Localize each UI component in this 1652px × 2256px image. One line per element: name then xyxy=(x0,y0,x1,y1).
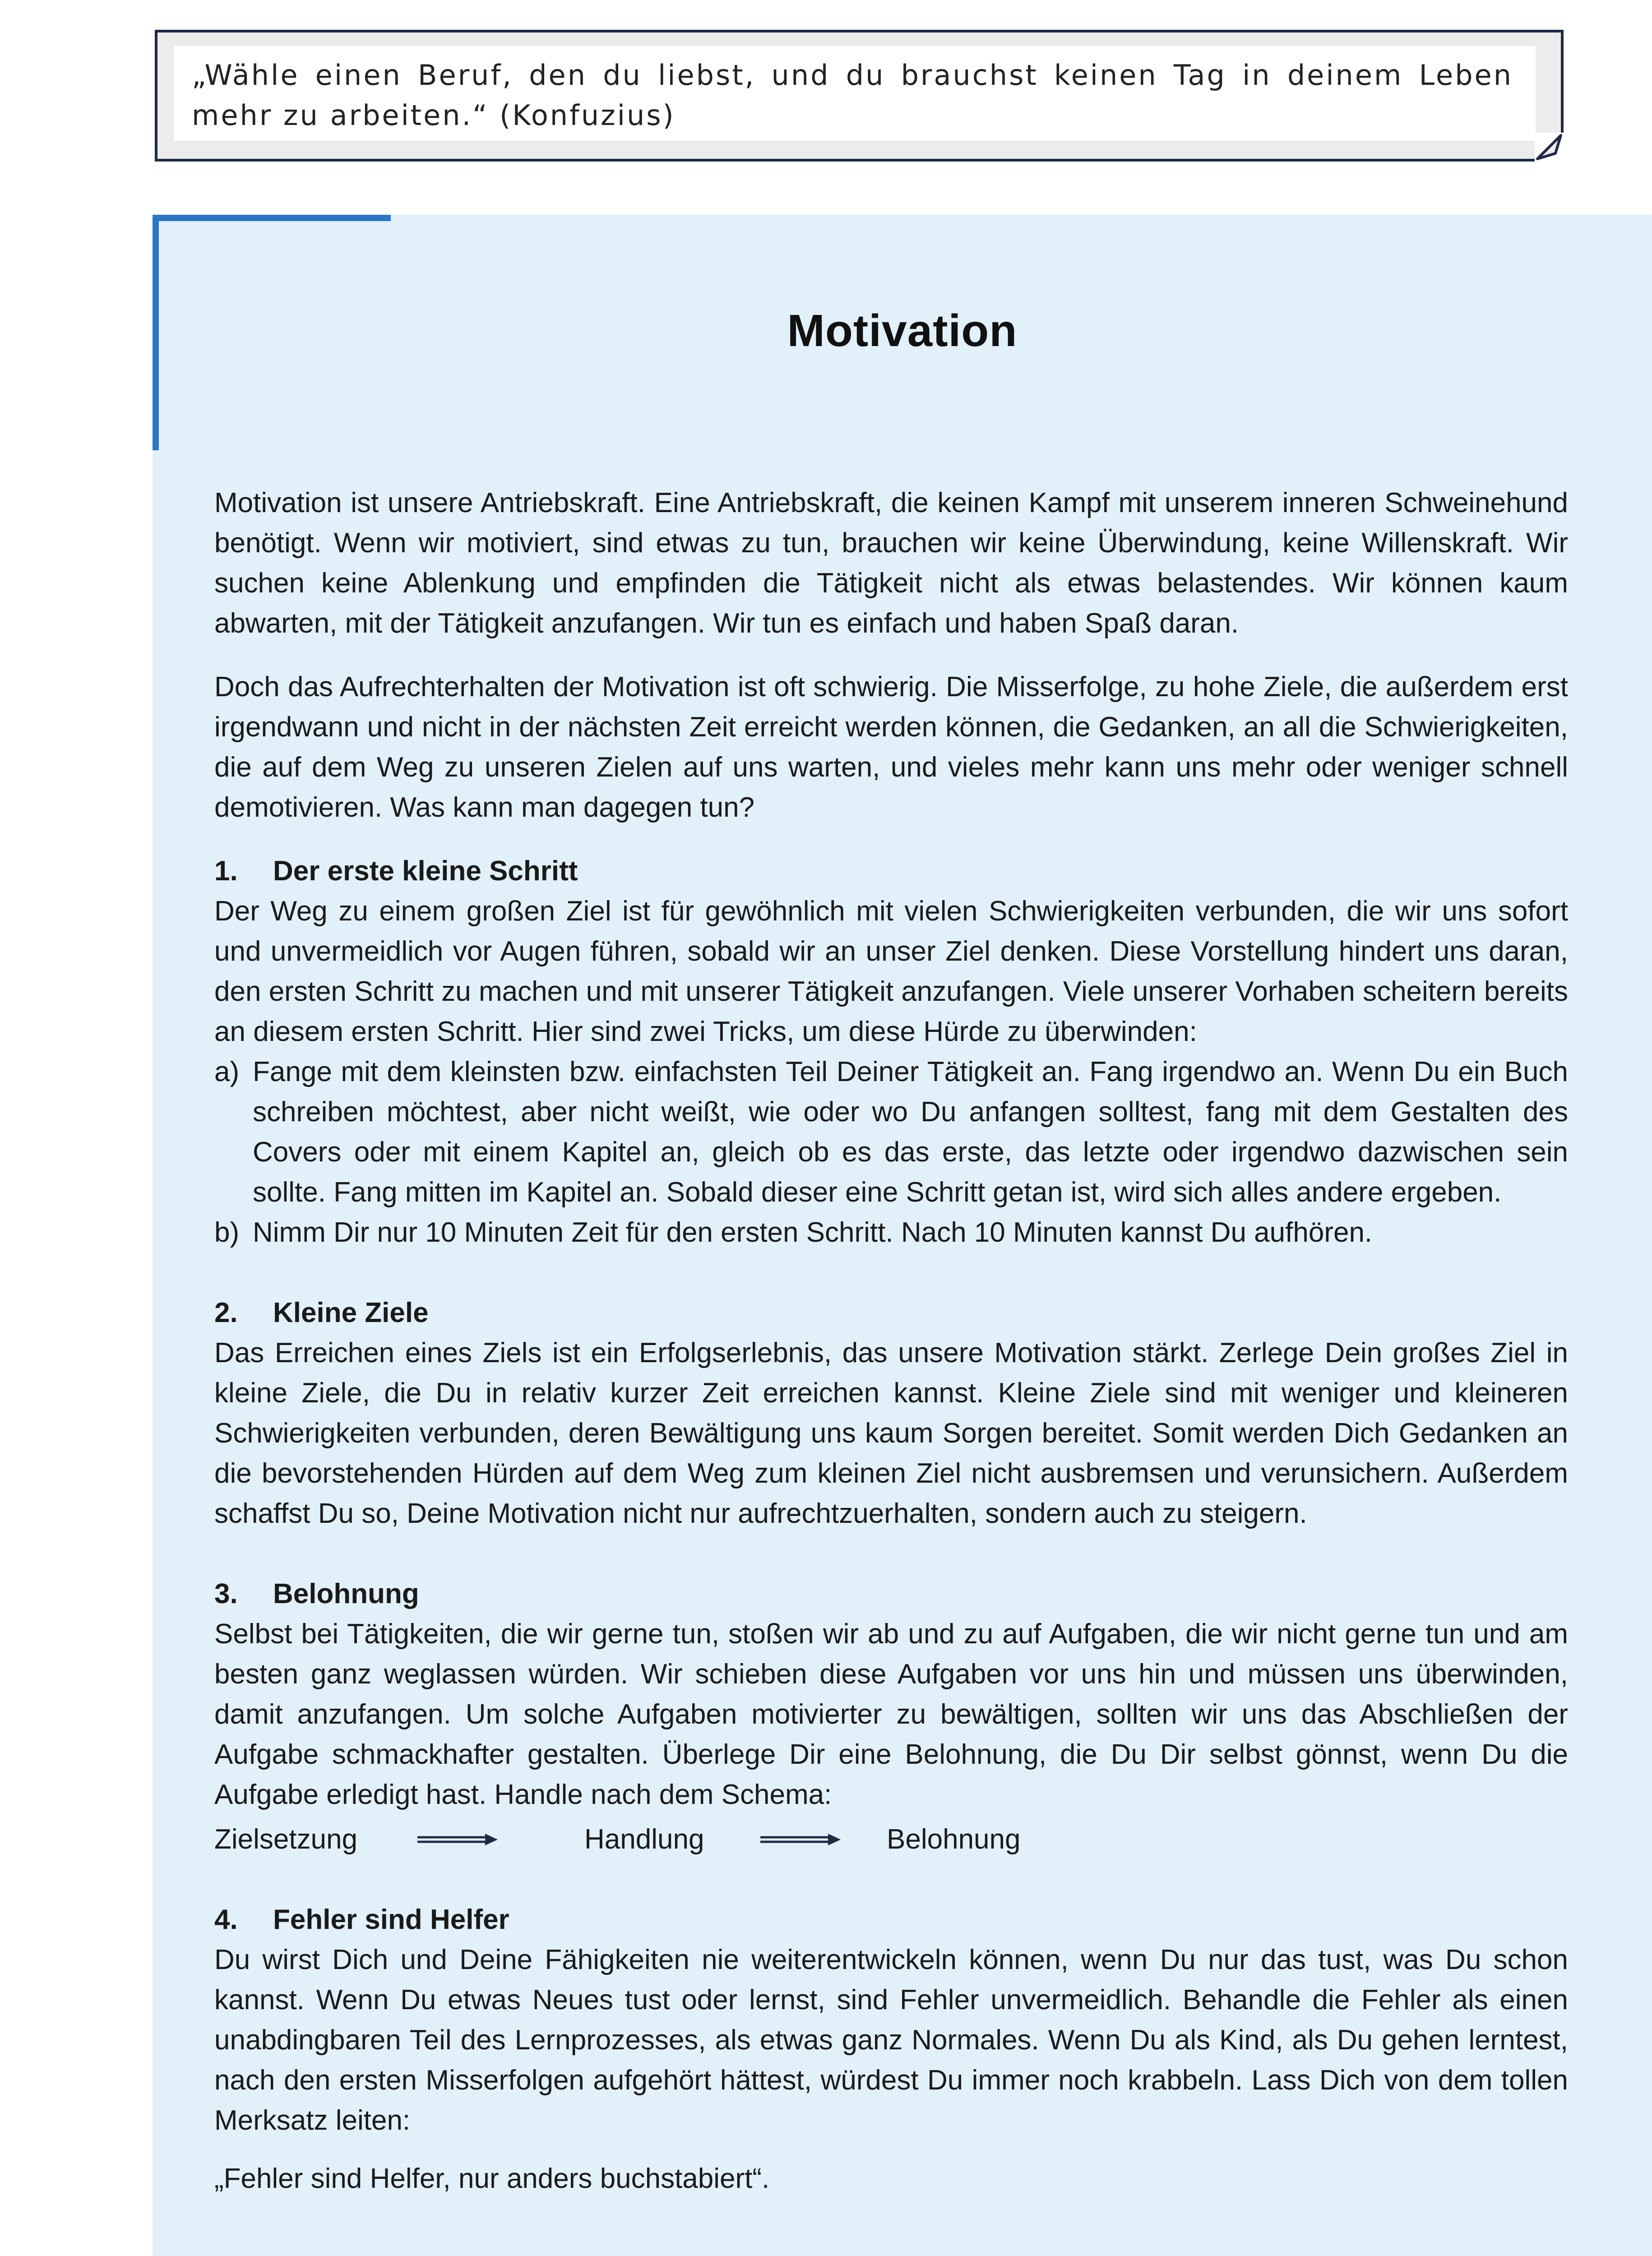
closing-motto: „Fehler sind Helfer, nur anders buchstabiert“. xyxy=(214,2163,770,2194)
panel-corner-accent-top xyxy=(153,215,391,221)
list-item-label: a) xyxy=(214,1056,240,1087)
section-heading xyxy=(214,1900,1568,1940)
section-1 xyxy=(214,851,1568,1253)
section-title: Belohnung xyxy=(273,1578,419,1609)
section-4 xyxy=(214,1900,1568,2199)
section-number: 2. xyxy=(214,1297,238,1328)
section-number: 3. xyxy=(214,1578,238,1609)
section-body: Selbst bei Tätigkeiten, die wir gerne tun, stoßen wir ab und zu auf Aufgaben, die wir nicht gerne tun und am besten ganz weglassen würden. Wir schieben diese Aufgaben vor uns hin und müssen uns überwinden, damit anzufangen. Um solche Aufgaben motivierter zu bewältigen, sollten wir uns das Abschließen der Aufgabe schmackhafter gestalten. Überlege Dir eine Belohnung, die Du Dir selbst gönnst, wenn Du die Aufgabe erledigt hast. Handle nach dem Schema: xyxy=(214,1618,1568,1810)
intro-paragraph-1: Motivation ist unsere Antriebskraft. Eine Antriebskraft, die keinen Kampf mit unserem inneren Schweinehund benötigt. Wenn wir motiviert, sind etwas zu tun, brauchen wir keine Überwindung, keine Willenskraft. Wir suchen keine Ablenkung und empfinden die Tätigkeit nicht als etwas belastendes. Wir können kaum abwarten, mit der Tätigkeit anzufangen. Wir tun es einfach und haben Spaß daran. xyxy=(214,487,1568,639)
section-number: 4. xyxy=(214,1904,238,1935)
page-fold-icon xyxy=(1535,133,1564,162)
list-item-label: b) xyxy=(214,1217,240,1248)
section-heading xyxy=(214,851,1568,891)
schema-step-action: Handlung xyxy=(584,1824,704,1855)
article-content xyxy=(214,483,1568,2199)
section-number: 1. xyxy=(214,855,238,887)
list-item xyxy=(214,1212,1568,1253)
list-item xyxy=(214,1052,1568,1212)
section-3 xyxy=(214,1574,1568,1859)
schema-flow xyxy=(214,1819,1568,1859)
section-2 xyxy=(214,1293,1568,1534)
list-item-text: Fange mit dem kleinsten bzw. einfachsten Teil Deiner Tätigkeit an. Fang irgendwo an. Wenn Du ein Buch schreiben möchtest, aber nicht weißt, wie oder wo Du anfangen solltest, fang mit dem Gestalten des Covers oder mit einem Kapitel an, gleich ob es das erste, das letzte oder irgendwo dazwischen sein sollte. Fang mitten im Kapitel an. Sobald dieser eine Schritt getan ist, wird sich alles andere ergeben. xyxy=(253,1056,1568,1208)
schema-step-goal: Zielsetzung xyxy=(214,1824,358,1855)
list-item-text: Nimm Dir nur 10 Minuten Zeit für den ersten Schritt. Nach 10 Minuten kannst Du aufhören. xyxy=(253,1217,1373,1248)
section-body: Das Erreichen eines Ziels ist ein Erfolgserlebnis, das unsere Motivation stärkt. Zerlege Dein großes Ziel in kleine Ziele, die Du in relativ kurzer Zeit erreichen kannst. Kleine Ziele sind mit weniger und kleineren Schwierigkeiten verbunden, deren Bewältigung uns kaum Sorgen bereitet. Somit werden Dich Gedanken an die bevorstehenden Hürden auf dem Weg zum kleinen Ziel nicht ausbremsen und verunsichern. Außerdem schaffst Du so, Deine Motivation nicht nur aufrechtzuerhalten, sondern auch zu steigern. xyxy=(214,1337,1568,1529)
intro-paragraph-2: Doch das Aufrechterhalten der Motivation ist oft schwierig. Die Misserfolge, zu hohe Ziele, die außerdem erst irgendwann und nicht in der nächsten Zeit erreicht werden können, die Gedanken, an all die Schwierigkeiten, die auf dem Weg zu unseren Zielen auf uns warten, und vieles mehr kann uns mehr oder weniger schnell demotivieren. Was kann man dagegen tun? xyxy=(214,671,1568,823)
section-body: Du wirst Dich und Deine Fähigkeiten nie weiterentwickeln können, wenn Du nur das tust, was Du schon kannst. Wenn Du etwas Neues tust oder lernst, sind Fehler unvermeidlich. Behandle die Fehler als einen unabdingbaren Teil des Lernprozesses, als etwas ganz Normales. Wenn Du als Kind, als Du gehen lerntest, nach den ersten Misserfolgen aufgehört hättest, würdest Du immer noch krabbeln. Lass Dich von dem tollen Merksatz leiten: xyxy=(214,1944,1568,2136)
section-title: Der erste kleine Schritt xyxy=(273,855,578,887)
section-heading xyxy=(214,1293,1568,1333)
quote-box xyxy=(155,30,1564,162)
section-body: Der Weg zu einem großen Ziel ist für gewöhnlich mit vielen Schwierigkeiten verbunden, die wir uns sofort und unvermeidlich vor Augen führen, sobald wir an unser Ziel denken. Diese Vorstellung hindert uns daran, den ersten Schritt zu machen und mit unserer Tätigkeit anzufangen. Viele unserer Vorhaben scheitern bereits an diesem ersten Schritt. Hier sind zwei Tricks, um diese Hürde zu überwinden: xyxy=(214,896,1568,1047)
arrow-right-icon xyxy=(760,1833,842,1846)
arrow-right-icon xyxy=(417,1833,499,1846)
section-title: Kleine Ziele xyxy=(273,1297,429,1328)
schema-step-reward: Belohnung xyxy=(887,1824,1021,1855)
page-title: Motivation xyxy=(787,305,1018,356)
section-title: Fehler sind Helfer xyxy=(273,1904,509,1935)
quote-text: „Wähle einen Beruf, den du liebst, und du brauchst keinen Tag in deinem Leben mehr zu arbeiten.“ (Konfuzius) xyxy=(174,46,1536,141)
section-heading xyxy=(214,1574,1568,1614)
